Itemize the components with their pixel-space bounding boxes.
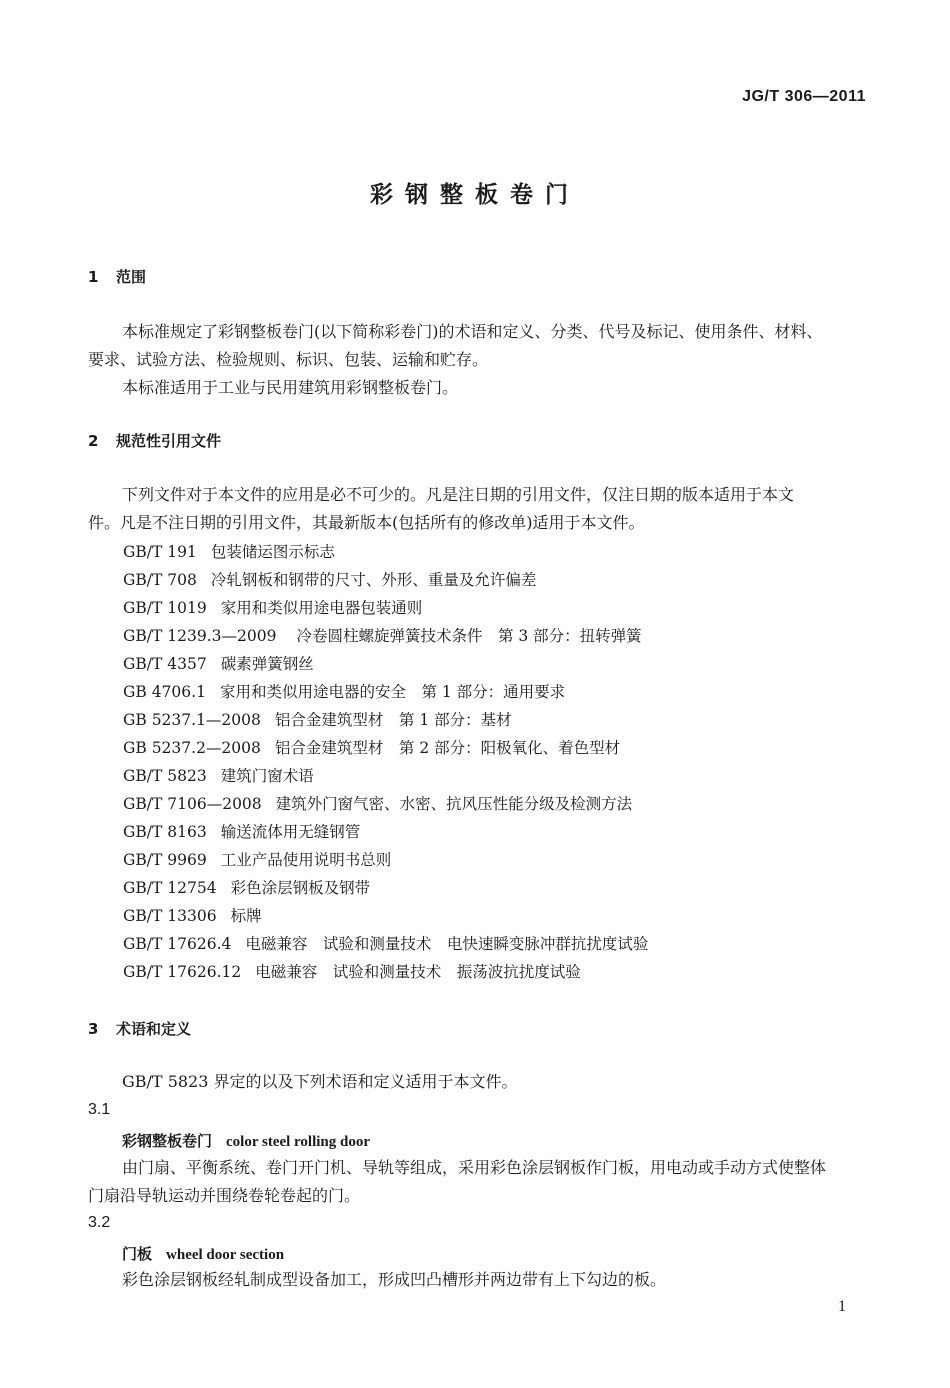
reference-item: GB/T 1239.3—2009 冷卷圆柱螺旋弹簧技术条件 第 3 部分：扭转弹簧: [123, 627, 642, 645]
term-3-1-number: 3.1: [88, 1101, 111, 1118]
section-number: 3: [88, 1020, 99, 1038]
reference-item: GB/T 4357 碳素弹簧钢丝: [123, 655, 314, 673]
reference-item: GB 5237.1—2008 铝合金建筑型材 第 1 部分：基材: [123, 711, 512, 729]
reference-item: GB/T 17626.4 电磁兼容 试验和测量技术 电快速瞬变脉冲群抗扰度试验: [123, 935, 649, 953]
scope-applicability: 本标准适用于工业与民用建筑用彩钢整板卷门。: [122, 378, 459, 397]
page-number: 1: [838, 1298, 846, 1315]
term-3-1-definition-line-2: 门扇沿导轨运动并围绕卷轮卷起的门。: [88, 1186, 361, 1205]
term-3-1-definition-line-1: 由门扇、平衡系统、卷门开门机、导轨等组成，采用彩色涂层钢板作门板，用电动或手动方式使整体: [122, 1158, 827, 1177]
section-1-heading: [88, 266, 146, 287]
reference-item: GB/T 17626.12 电磁兼容 试验和测量技术 振荡波抗扰度试验: [123, 963, 581, 981]
section-number: 1: [88, 268, 99, 286]
standard-code: JG/T 306—2011: [742, 88, 866, 105]
term-english: color steel rolling door: [226, 1134, 371, 1150]
reference-item: GB/T 1019 家用和类似用途电器包装通则: [123, 599, 423, 617]
term-chinese: 彩钢整板卷门: [122, 1132, 213, 1150]
terms-intro: GB/T 5823 界定的以及下列术语和定义适用于本文件。: [122, 1072, 518, 1091]
section-number: 2: [88, 432, 99, 450]
reference-item: GB/T 9969 工业产品使用说明书总则: [123, 851, 392, 869]
reference-item: GB/T 8163 输送流体用无缝钢管: [123, 823, 361, 841]
reference-item: GB/T 708 冷轧钢板和钢带的尺寸、外形、重量及允许偏差: [123, 571, 537, 589]
reference-item: GB 4706.1 家用和类似用途电器的安全 第 1 部分：通用要求: [123, 683, 566, 701]
term-3-1-title: [122, 1130, 370, 1151]
document-title: 彩钢整板卷门: [370, 182, 580, 208]
reference-item: GB/T 191 包装储运图示标志: [123, 543, 335, 561]
section-title: 术语和定义: [116, 1020, 192, 1038]
scope-paragraph-line-2: 要求、试验方法、检验规则、标识、包装、运输和贮存。: [88, 350, 489, 369]
section-3-heading: [88, 1018, 191, 1039]
section-title: 规范性引用文件: [116, 432, 222, 450]
term-chinese: 门板: [122, 1245, 153, 1263]
section-2-heading: [88, 430, 221, 451]
reference-item: GB/T 7106—2008 建筑外门窗气密、水密、抗风压性能分级及检测方法: [123, 795, 633, 813]
reference-item: GB 5237.2—2008 铝合金建筑型材 第 2 部分：阳极氧化、着色型材: [123, 739, 621, 757]
term-english: wheel door section: [166, 1247, 285, 1263]
references-intro-line-2: 件。凡是不注日期的引用文件，其最新版本(包括所有的修改单)适用于本文件。: [88, 513, 645, 532]
term-3-2-definition: 彩色涂层钢板经轧制成型设备加工，形成凹凸槽形并两边带有上下勾边的板。: [122, 1270, 667, 1289]
reference-item: GB/T 13306 标牌: [123, 907, 262, 925]
reference-item: GB/T 12754 彩色涂层钢板及钢带: [123, 879, 371, 897]
term-3-2-number: 3.2: [88, 1214, 111, 1231]
section-title: 范围: [116, 268, 147, 286]
references-intro-line-1: 下列文件对于本文件的应用是必不可少的。凡是注日期的引用文件，仅注日期的版本适用于本文: [122, 485, 795, 504]
term-3-2-title: [122, 1243, 284, 1264]
scope-paragraph-line-1: 本标准规定了彩钢整板卷门(以下简称彩卷门)的术语和定义、分类、代号及标记、使用条件、材料、: [122, 322, 823, 341]
reference-item: GB/T 5823 建筑门窗术语: [123, 767, 314, 785]
